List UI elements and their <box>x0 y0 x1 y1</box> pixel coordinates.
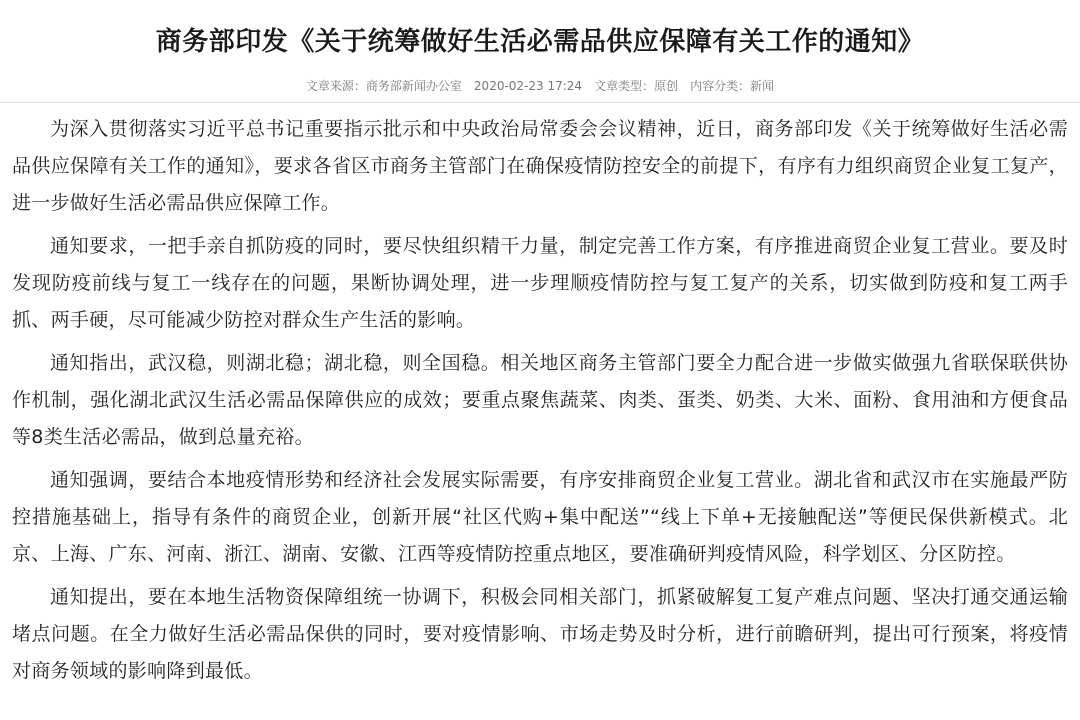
meta-source: 文章来源：商务部新闻办公室 <box>305 79 462 93</box>
meta-category: 内容分类：新闻 <box>690 79 775 93</box>
paragraph: 通知指出，武汉稳，则湖北稳；湖北稳，则全国稳。相关地区商务主管部门要全力配合进一步做实做强九省联保联供协作机制，强化湖北武汉生活必需品保障供应的成效；要重点聚焦蔬菜、肉类、蛋类、奶类、大米、面粉、食用油和方便食品等8类生活必需品，做到总量充裕。 <box>12 352 1068 448</box>
paragraph: 通知要求，一把手亲自抓防疫的同时，要尽快组织精干力量，制定完善工作方案，有序推进商贸企业复工营业。要及时发现防疫前线与复工一线存在的问题，果断协调处理，进一步理顺疫情防控与复工复产的关系，切实做到防疫和复工两手抓、两手硬，尽可能减少防控对群众生产生活的影响。 <box>12 235 1068 331</box>
article-body <box>0 111 1080 690</box>
paragraph: 通知强调，要结合本地疫情形势和经济社会发展实际需要，有序安排商贸企业复工营业。湖北省和武汉市在实施最严防控措施基础上，指导有条件的商贸企业，创新开展“社区代购+集中配送”“线上下单+无接触配送”等便民保供新模式。北京、上海、广东、河南、浙江、湖南、安徽、江西等疫情防控重点地区，要准确研判疫情风险，科学划区、分区防控。 <box>12 469 1068 565</box>
meta-type: 文章类型：原创 <box>594 79 679 93</box>
article-title: 商务部印发《关于统筹做好生活必需品供应保障有关工作的通知》 <box>155 27 925 57</box>
paragraph: 为深入贯彻落实习近平总书记重要指示批示和中央政治局常委会会议精神，近日，商务部印发《关于统筹做好生活必需品供应保障有关工作的通知》，要求各省区市商务主管部门在确保疫情防控安全的前提下，有序有力组织商贸企业复工复产，进一步做好生活必需品供应保障工作。 <box>12 118 1068 214</box>
article-meta <box>0 78 1080 94</box>
divider <box>0 102 1080 103</box>
paragraph: 通知提出，要在本地生活物资保障组统一协调下，积极会同相关部门，抓紧破解复工复产难点问题、坚决打通交通运输堵点问题。在全力做好生活必需品保供的同时，要对疫情影响、市场走势及时分析，进行前瞻研判，提出可行预案，将疫情对商务领域的影响降到最低。 <box>12 586 1068 682</box>
meta-datetime: 2020-02-23 17:24 <box>473 79 583 93</box>
